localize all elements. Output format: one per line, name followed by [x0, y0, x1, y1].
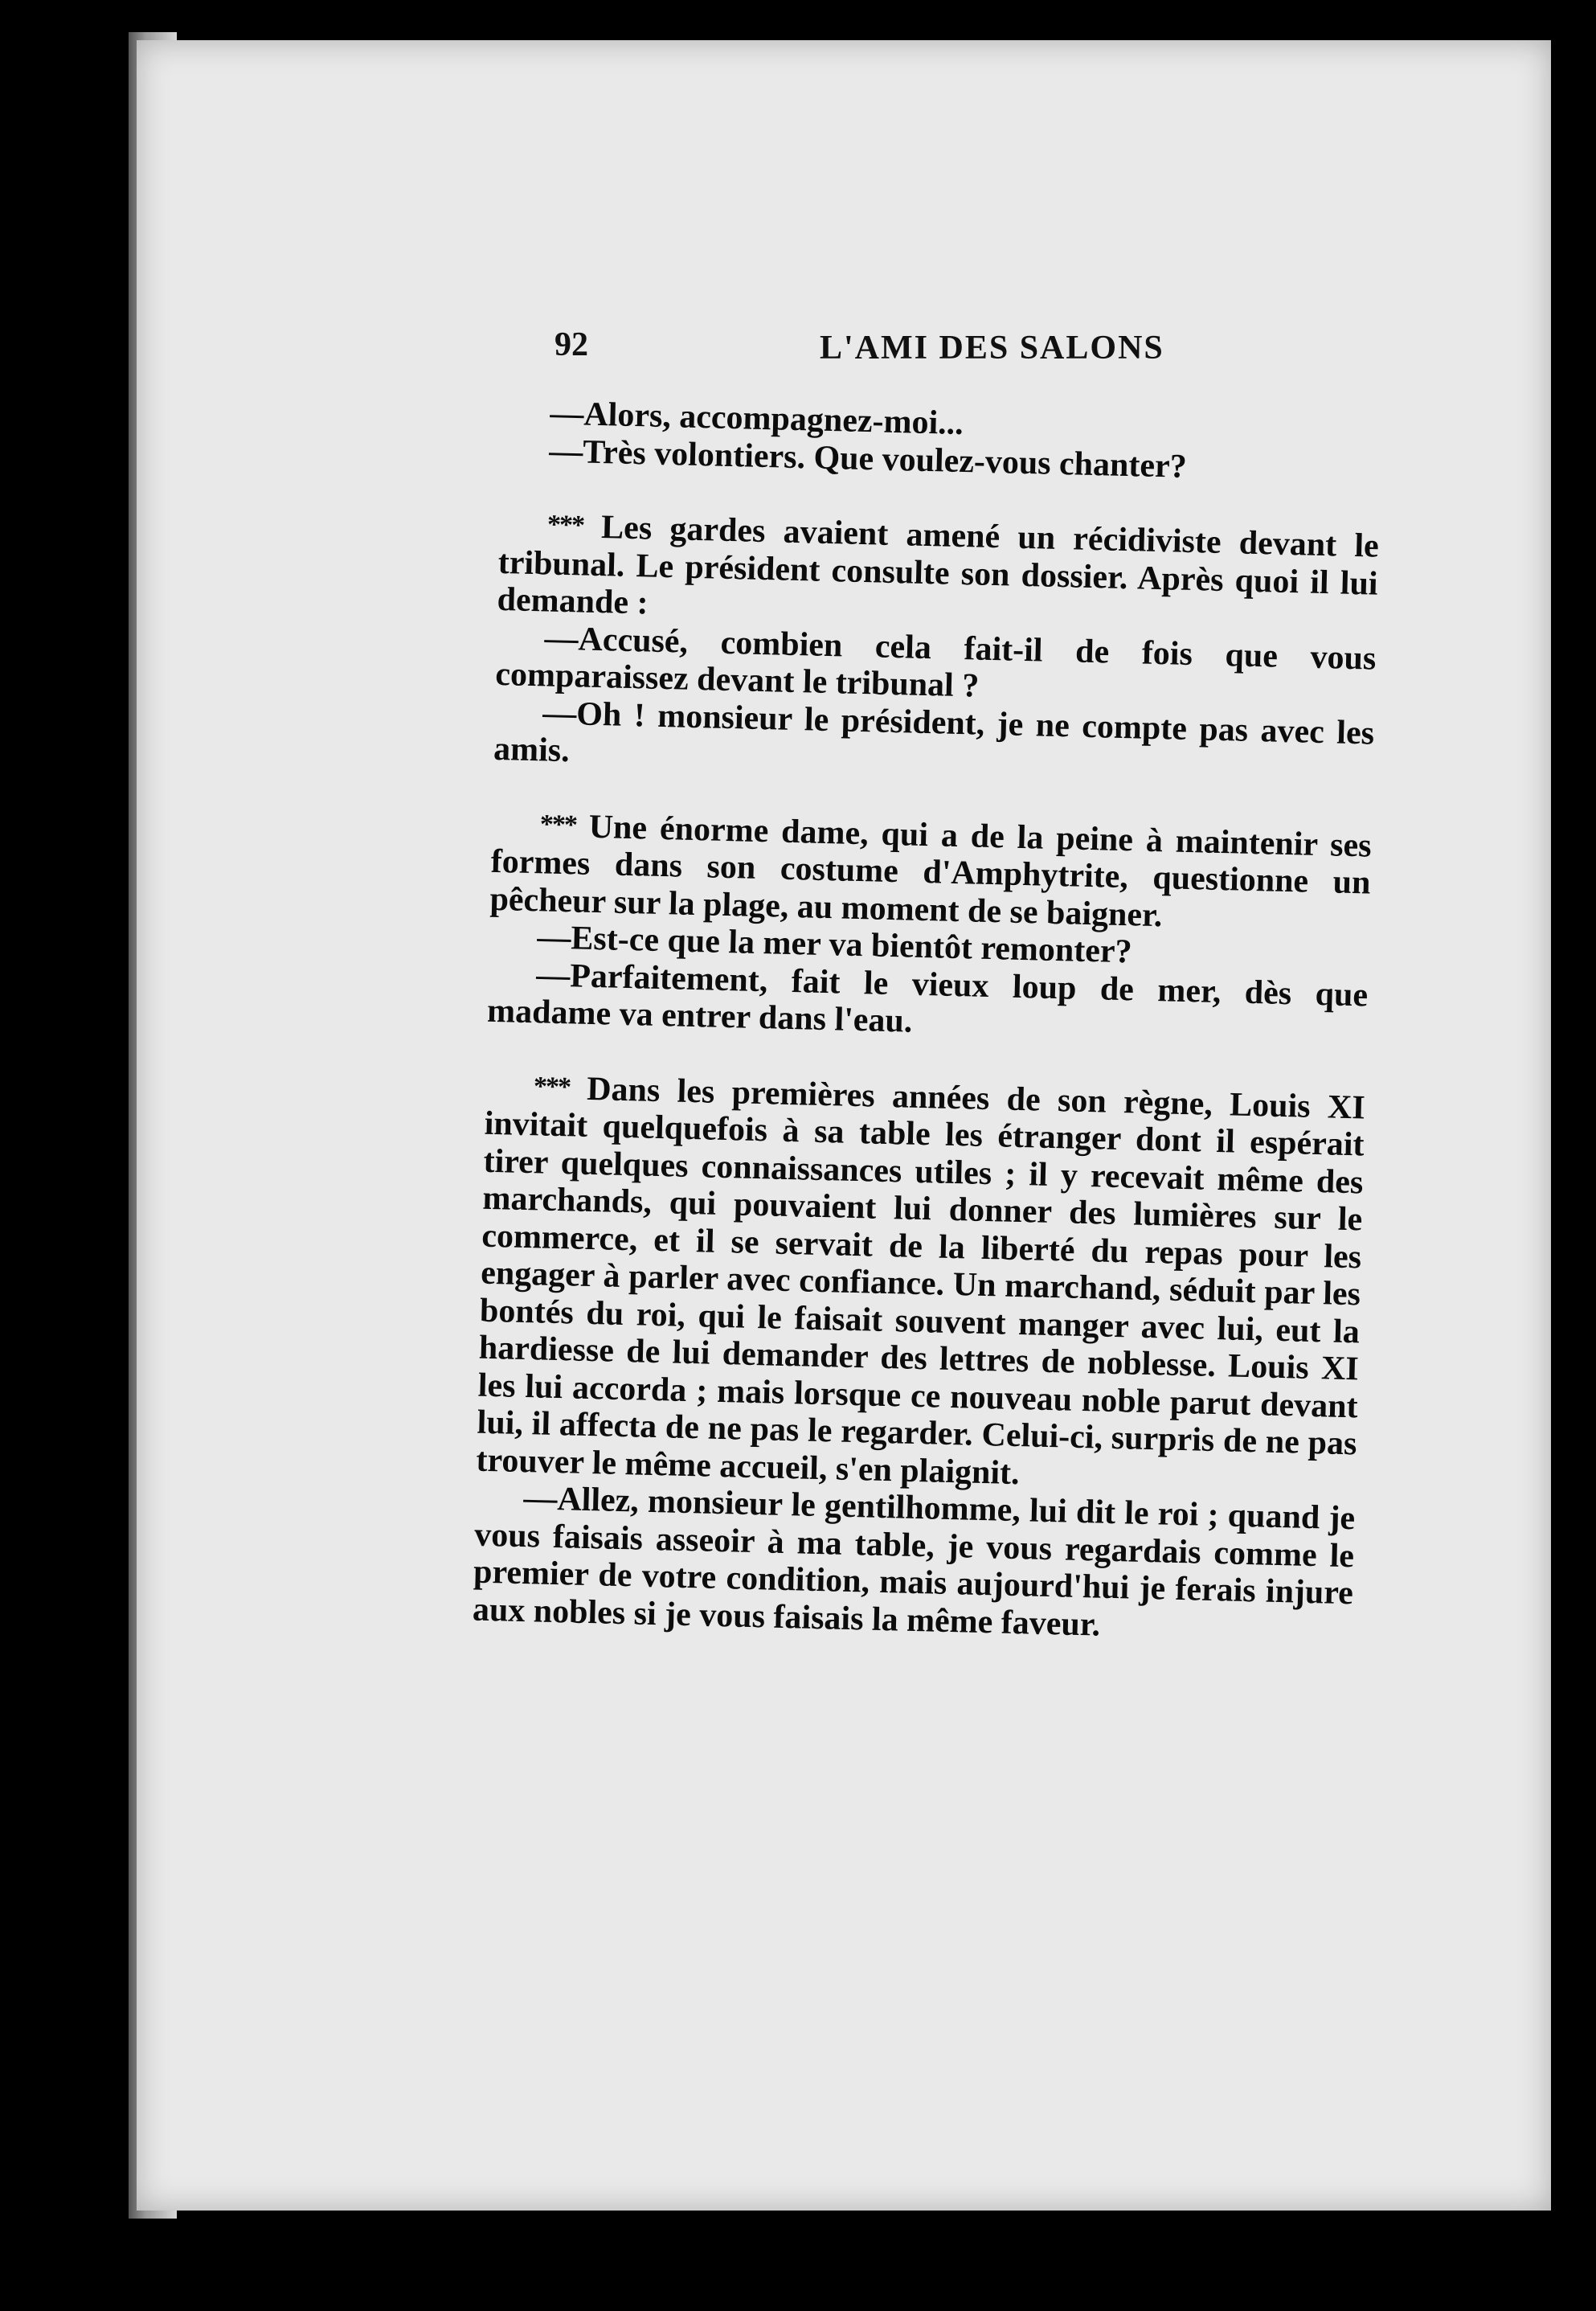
paragraph: *** Les gardes avaient amené un récidiviste devant le tribunal. Le président consulte son dossier. Après quoi il lui demande :: [497, 509, 1380, 622]
paragraph: —Très volontiers. Que voulez-vous chanter?: [548, 432, 1188, 486]
running-title: L'AMI DES SALONS: [820, 330, 1164, 367]
asterism: ***: [533, 1071, 571, 1102]
paragraph: *** Une énorme dame, qui a de la peine à maintenir ses formes dans son costume d'Amphytrite, questionne un pêcheur sur la plage, au moment de se baigner.: [489, 808, 1373, 934]
asterism: ***: [539, 809, 577, 840]
page-number: 92: [555, 326, 588, 363]
paragraph: —Allez, monsieur le gentilhomme, lui dit le roi ; quand je vous faisais asseoir à ma table, je vous regardais comme le premier de votre condition, mais aujourd'hui je ferais injure aux nobles si je vous faisais la même faveur.: [472, 1480, 1356, 1644]
running-head: [555, 326, 1382, 374]
paragraph: —Parfaitement, fait le vieux loup de mer, dès que madame va entrer dans l'eau.: [486, 956, 1369, 1040]
asterism: ***: [546, 510, 584, 541]
paragraph: —Alors, accompagnez-moi...: [549, 395, 964, 443]
paragraph: *** Dans les premières années de son règne, Louis XI invitait quelquefois à sa table les étranger dont il espérait tirer quelques connaissances utiles ; il y recevait même des marchands, qui pouvaient lui donner des lumières sur le commerce, et il se servait de la liberté du repas pour les engager à parler avec confiance. Un marchand, séduit par les bontés du roi, qui le faisait souvent manger avec lui, eut la hardiesse de lui demander des lettres de noblesse. Louis XI les lui accorda ; mais lorsque ce nouveau noble parut devant lui, il affecta de ne pas le regarder. Celui-ci, surpris de ne pas trouver le même accueil, s'en plaignit.: [476, 1070, 1366, 1492]
paragraph: —Accusé, combien cela fait-il de fois que vous comparaissez devant le tribunal ?: [494, 619, 1377, 705]
page-body: [472, 394, 1381, 1649]
paragraph: —Est-ce que la mer va bientôt remonter?: [536, 919, 1133, 971]
paragraph: —Oh ! monsieur le président, je ne compte pas avec les amis.: [493, 694, 1375, 770]
